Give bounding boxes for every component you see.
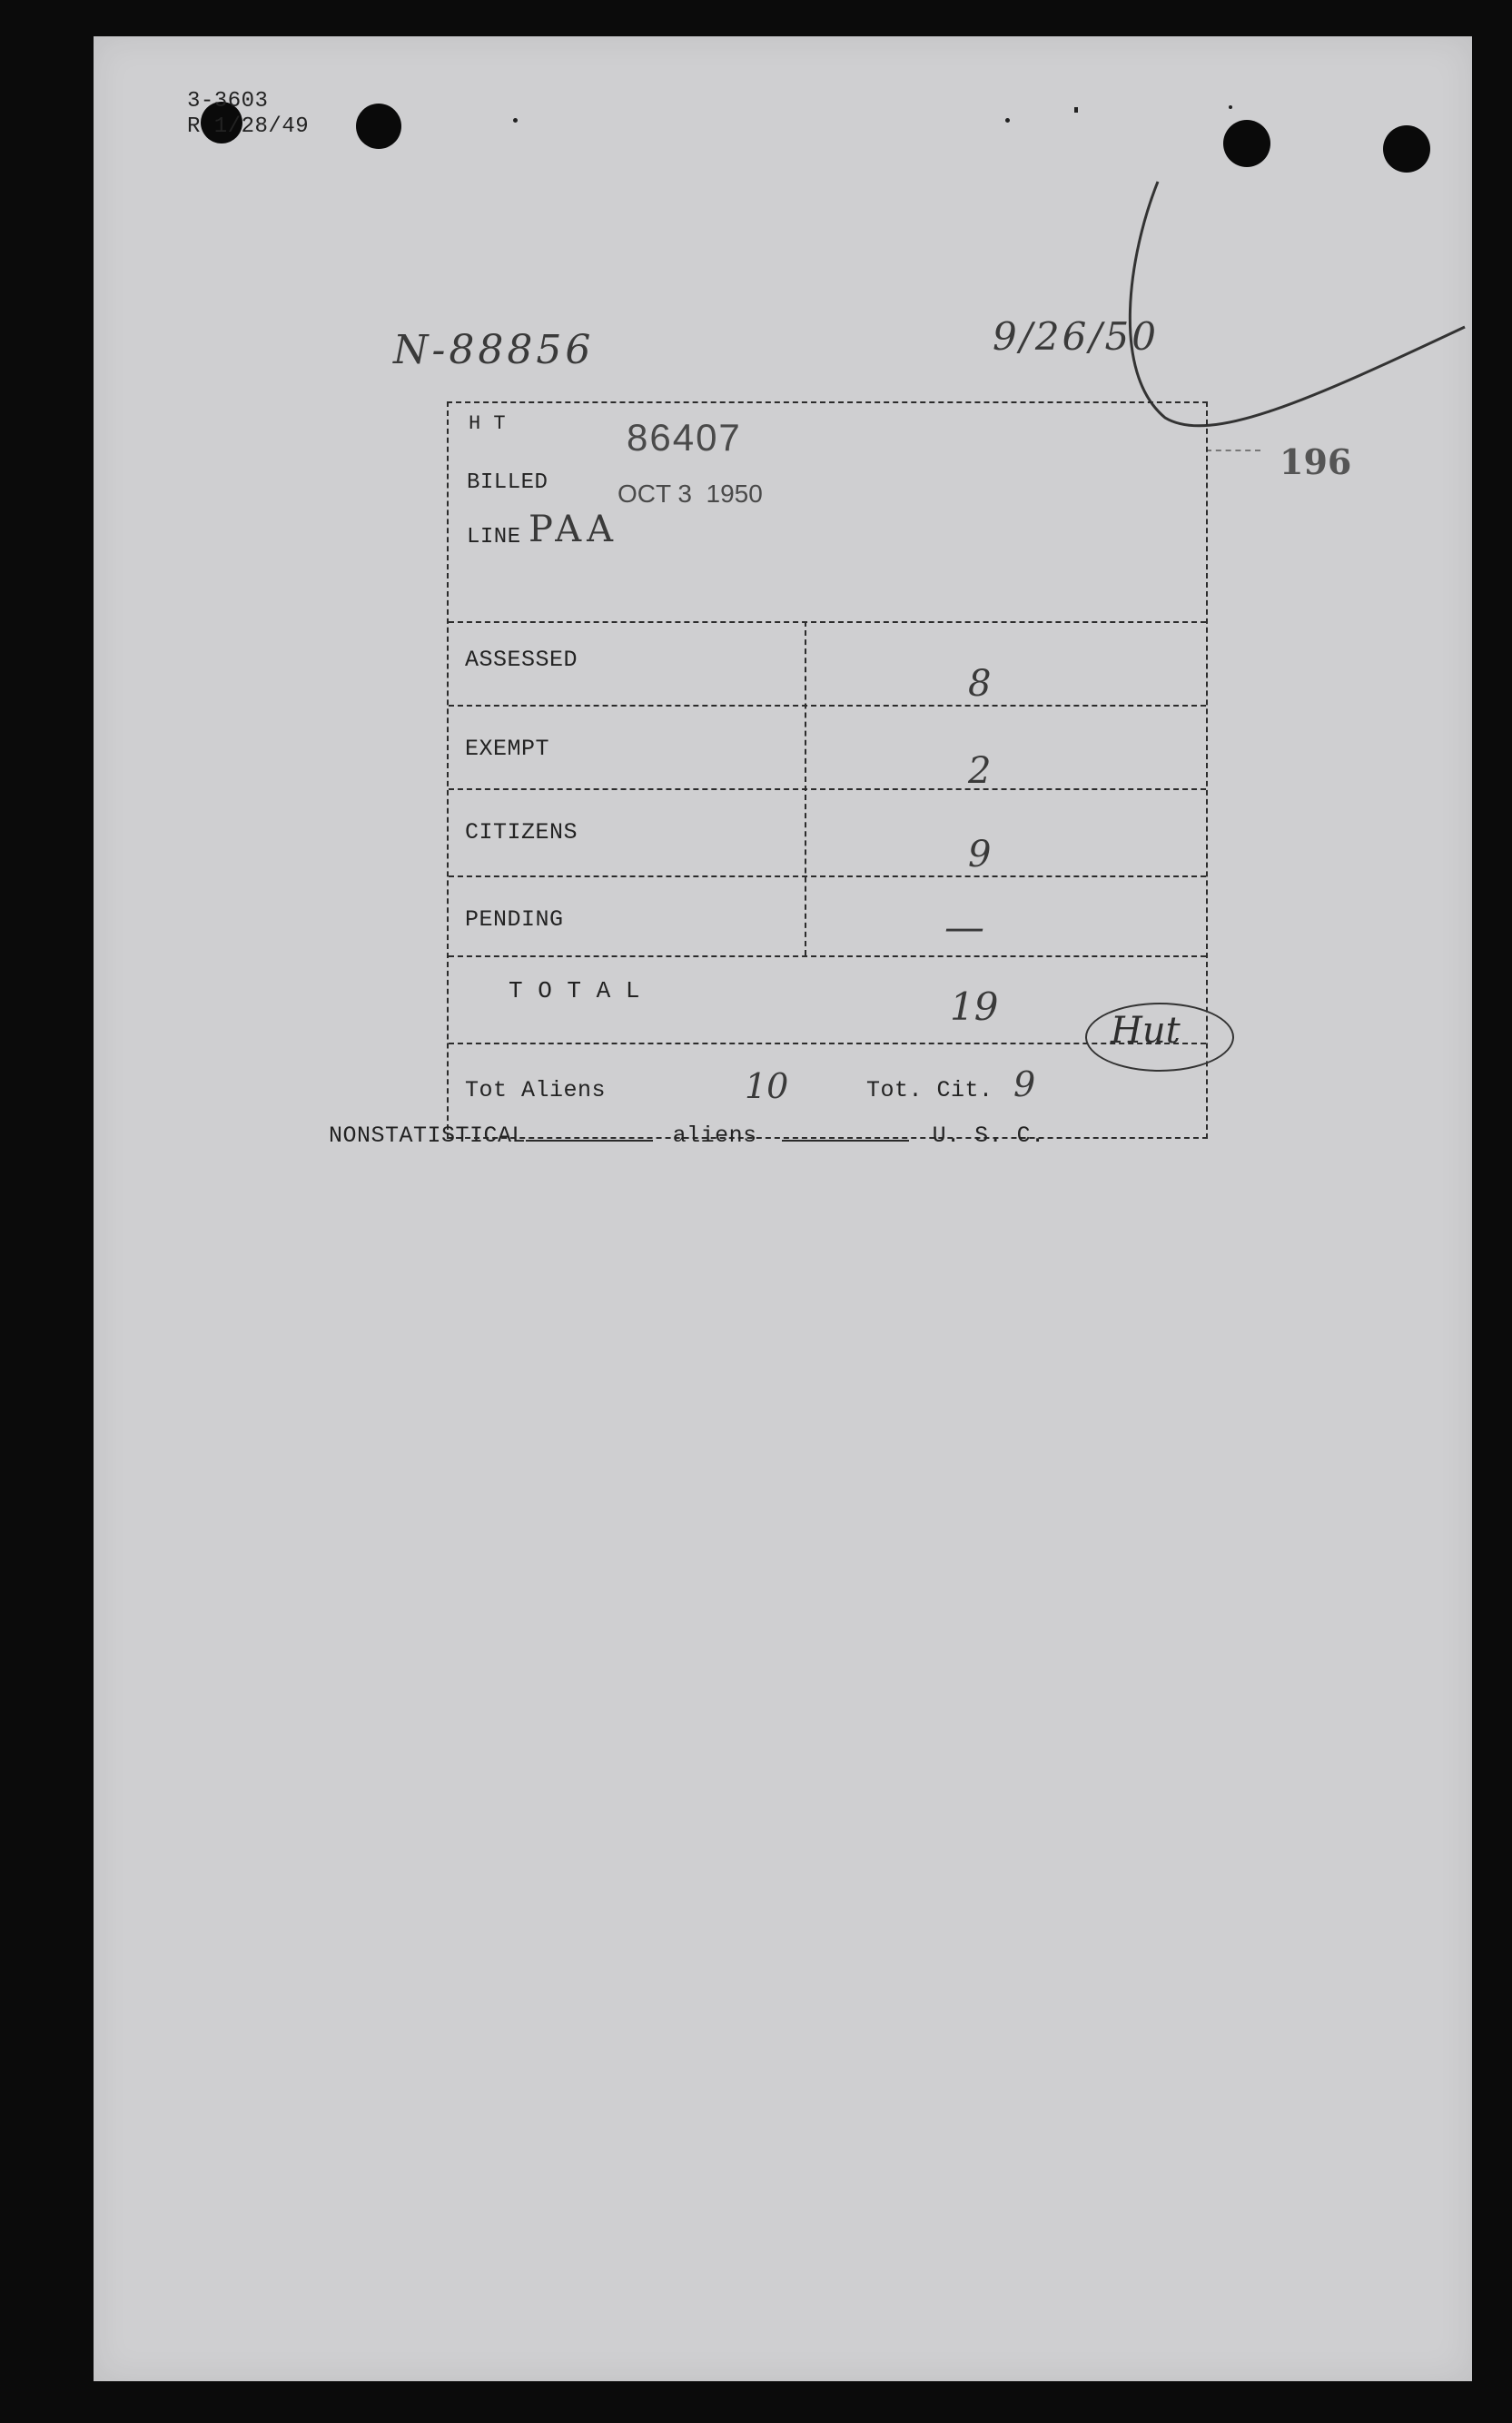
- exempt-label: EXEMPT: [465, 736, 550, 762]
- aliens-blank: [782, 1140, 909, 1142]
- speck: [1229, 105, 1232, 109]
- page-number-dash: [1206, 450, 1260, 451]
- tot-cit-label: Tot. Cit.: [866, 1077, 993, 1103]
- assessed-value: 8: [968, 663, 992, 705]
- punch-hole-left-2: [356, 104, 401, 149]
- line-code: PAA: [529, 509, 619, 550]
- speck: [1005, 118, 1010, 123]
- tot-cit-value: 9: [1013, 1064, 1036, 1104]
- column-divider: [805, 621, 806, 955]
- divider-pending: [449, 955, 1206, 957]
- form-number-line2: R 1/28/49: [187, 114, 310, 139]
- divider-citizens: [449, 875, 1206, 877]
- total-value: 19: [950, 984, 999, 1029]
- citizens-value: 9: [968, 834, 992, 875]
- ht-number-stamp: 86407: [627, 416, 742, 459]
- usc-label: U. S. C.: [932, 1122, 1045, 1149]
- exempt-value: 2: [968, 750, 992, 792]
- pending-label: PENDING: [465, 906, 564, 933]
- billed-label: BILLED: [467, 470, 548, 495]
- nonstatistical-label: NONSTATISTICAL: [329, 1122, 527, 1149]
- divider-assessed: [449, 705, 1206, 707]
- tot-aliens-value: 10: [745, 1066, 789, 1106]
- document-page: [94, 36, 1472, 2381]
- citizens-label: CITIZENS: [465, 819, 578, 846]
- file-number: N-88856: [393, 327, 595, 373]
- page-number-stamp: 196: [1280, 441, 1352, 482]
- billed-date-stamp: OCT 3 1950: [618, 480, 763, 508]
- divider-exempt: [449, 788, 1206, 790]
- speck: [513, 118, 518, 123]
- form-number-line1: 3-3603: [187, 89, 269, 114]
- handwritten-date: 9/26/50: [993, 314, 1159, 359]
- nonstatistical-blank: [526, 1140, 653, 1142]
- pending-value: —: [944, 905, 984, 951]
- tot-aliens-label: Tot Aliens: [465, 1077, 607, 1103]
- ht-label: H T: [469, 412, 507, 435]
- total-label: T O T A L: [509, 977, 640, 1004]
- initials: Hut: [1111, 1010, 1181, 1052]
- speck: [1074, 107, 1078, 113]
- divider-top-section: [449, 621, 1206, 623]
- assessed-label: ASSESSED: [465, 647, 578, 673]
- line-label: LINE: [467, 525, 521, 549]
- aliens-label: aliens: [672, 1122, 757, 1149]
- nonstatistical-line: [329, 1122, 1045, 1149]
